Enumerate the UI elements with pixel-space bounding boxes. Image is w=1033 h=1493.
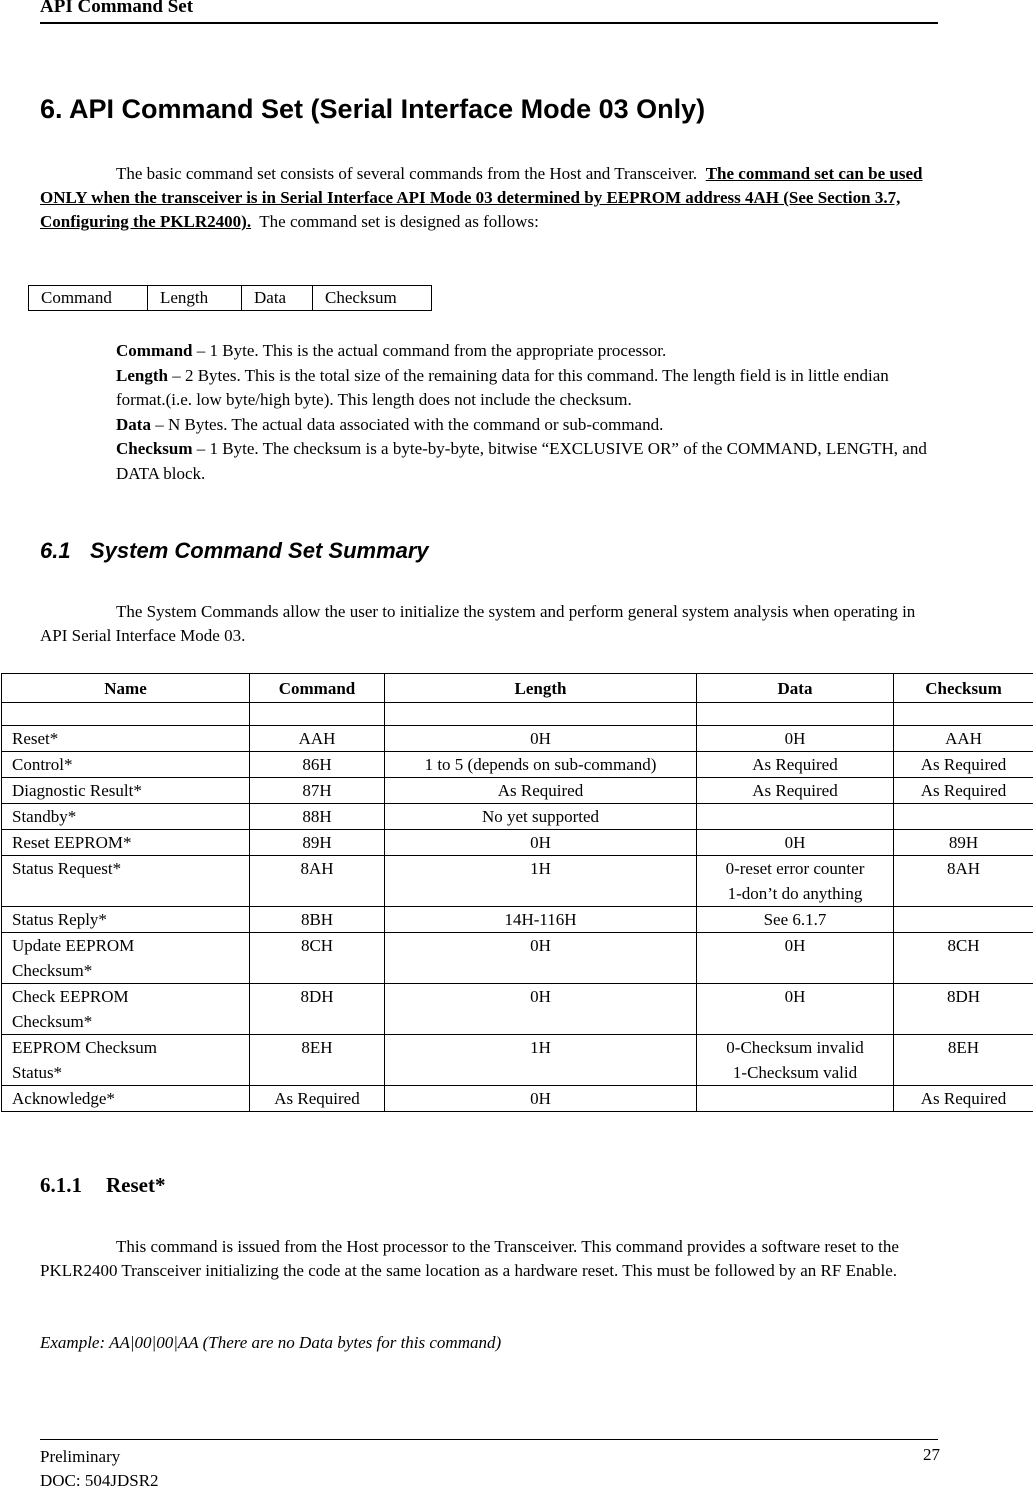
cell-data: 0H [697, 933, 894, 984]
footer-doc-id: DOC: 504JDSR2 [40, 1469, 159, 1493]
cell-data: As Required [697, 778, 894, 804]
cell-data-line-1: 0-Checksum invalid [697, 1035, 893, 1060]
cell-name [2, 933, 250, 984]
cell-command: 8BH [250, 907, 385, 933]
cell-data-line-2: 1-don’t do anything [697, 881, 893, 906]
cell-command: 89H [250, 830, 385, 856]
section-title: System Command Set Summary [90, 538, 429, 563]
format-field-data: Data [242, 286, 313, 311]
system-command-table [1, 673, 1033, 1112]
cell-length: 1 to 5 (depends on sub-command) [385, 752, 697, 778]
cell-checksum [894, 804, 1033, 830]
cell-command: 8AH [250, 856, 385, 907]
table-spacer-row [2, 703, 1033, 726]
table-row [2, 778, 1033, 804]
definition-term: Command [116, 341, 193, 360]
cell-data: 0H [697, 984, 894, 1035]
cell-name-line-1: EEPROM Checksum [12, 1035, 249, 1060]
cell-length: 0H [385, 984, 697, 1035]
section-title: Reset* [106, 1173, 165, 1197]
table-row [2, 752, 1033, 778]
table-row [2, 907, 1033, 933]
definition-text: – 2 Bytes. This is the total size of the remaining data for this command. The length field is in little endian format.(i.e. low byte/high byte). This length does not include the checksum. [116, 366, 889, 410]
footer-left [40, 1445, 159, 1493]
cell-name-line-1: Check EEPROM [12, 984, 249, 1009]
cell-name [2, 1035, 250, 1086]
definition-term: Data [116, 415, 151, 434]
cell-data-line-2: 1-Checksum valid [697, 1060, 893, 1085]
col-header-command: Command [250, 674, 385, 703]
table-row [2, 1035, 1033, 1086]
cell-checksum: As Required [894, 1086, 1033, 1112]
cell-length: No yet supported [385, 804, 697, 830]
cell-name-line-2: Checksum* [12, 958, 249, 983]
format-field-command: Command [29, 286, 148, 311]
definition-text: – 1 Byte. The checksum is a byte-by-byte, bitwise “EXCLUSIVE OR” of the COMMAND, LENGTH, and DATA block. [116, 439, 927, 483]
cell-name: Reset EEPROM* [2, 830, 250, 856]
cell-name: Reset* [2, 726, 250, 752]
footer-status: Preliminary [40, 1445, 159, 1469]
cell-checksum: 89H [894, 830, 1033, 856]
cell-length: 0H [385, 726, 697, 752]
cell-command: 88H [250, 804, 385, 830]
section-number: 6.1 [40, 538, 90, 564]
cell-data [697, 804, 894, 830]
cell-checksum: AAH [894, 726, 1033, 752]
cell-name: Status Request* [2, 856, 250, 907]
cell-command: 8CH [250, 933, 385, 984]
intro-plain: The basic command set consists of several commands from the Host and Transceiver. [116, 164, 697, 183]
table-row [2, 933, 1033, 984]
cell-data [697, 1086, 894, 1112]
cell-checksum [894, 907, 1033, 933]
cell-checksum: 8DH [894, 984, 1033, 1035]
table-row [2, 804, 1033, 830]
definition-text: – 1 Byte. This is the actual command from the appropriate processor. [197, 341, 666, 360]
definition-text: – N Bytes. The actual data associated with the command or sub-command. [155, 415, 663, 434]
command-format-table [28, 285, 432, 311]
format-field-checksum: Checksum [313, 286, 432, 311]
cell-command: AAH [250, 726, 385, 752]
col-header-checksum: Checksum [894, 674, 1033, 703]
col-header-data: Data [697, 674, 894, 703]
cell-data-line-1: 0-reset error counter [697, 856, 893, 881]
cell-name: Status Reply* [2, 907, 250, 933]
cell-data: See 6.1.7 [697, 907, 894, 933]
cell-checksum: 8EH [894, 1035, 1033, 1086]
reset-description: This command is issued from the Host processor to the Transceiver. This command provides a software reset to the PKLR2400 Transceiver initializing the code at the same location as a hardware reset. This must be followed by an RF Enable. [40, 1235, 940, 1283]
cell-data [697, 856, 894, 907]
intro-tail: The command set is designed as follows: [259, 212, 539, 231]
footer-rule [40, 1439, 938, 1440]
running-header: API Command Set [40, 0, 193, 18]
cell-name-line-1: Update EEPROM [12, 933, 249, 958]
section-6-heading: 6. API Command Set (Serial Interface Mode 03 Only) [40, 94, 705, 125]
cell-length: As Required [385, 778, 697, 804]
section-6-1-intro: The System Commands allow the user to initialize the system and perform general system analysis when operating in API Serial Interface Mode 03. [40, 600, 940, 648]
cell-length: 0H [385, 1086, 697, 1112]
cell-checksum: 8AH [894, 856, 1033, 907]
cell-length: 0H [385, 933, 697, 984]
table-row [2, 830, 1033, 856]
cell-command: 8EH [250, 1035, 385, 1086]
cell-length: 1H [385, 856, 697, 907]
cell-name: Acknowledge* [2, 1086, 250, 1112]
table-row [2, 726, 1033, 752]
table-row [2, 856, 1033, 907]
definition-command [116, 339, 936, 364]
cell-command: 8DH [250, 984, 385, 1035]
format-field-length: Length [148, 286, 242, 311]
cell-data: As Required [697, 752, 894, 778]
table-header-row [2, 674, 1033, 703]
definition-length [116, 364, 936, 413]
intro-bold-warning: The command set can be used ONLY when the transceiver is in Serial Interface API Mode 03 determined by EEPROM address 4AH (See Section 3.7, Configuring the PKLR2400). [40, 164, 922, 231]
cell-checksum: As Required [894, 778, 1033, 804]
cell-command: 87H [250, 778, 385, 804]
col-header-length: Length [385, 674, 697, 703]
definition-term: Checksum [116, 439, 193, 458]
table-row [2, 1086, 1033, 1112]
cell-name: Standby* [2, 804, 250, 830]
cell-data [697, 1035, 894, 1086]
field-definitions [116, 339, 936, 486]
cell-checksum: As Required [894, 752, 1033, 778]
page-number: 27 [900, 1445, 940, 1465]
definition-term: Length [116, 366, 168, 385]
cell-name: Control* [2, 752, 250, 778]
reset-example: Example: AA|00|00|AA (There are no Data bytes for this command) [40, 1333, 501, 1353]
cell-data: 0H [697, 726, 894, 752]
cell-length: 0H [385, 830, 697, 856]
cell-data: 0H [697, 830, 894, 856]
cell-name-line-2: Checksum* [12, 1009, 249, 1034]
col-header-name: Name [2, 674, 250, 703]
table-row [2, 984, 1033, 1035]
definition-checksum [116, 437, 936, 486]
cell-checksum: 8CH [894, 933, 1033, 984]
section-6-1-1-heading [40, 1173, 165, 1198]
header-rule [40, 22, 938, 24]
cell-command: 86H [250, 752, 385, 778]
cell-command: As Required [250, 1086, 385, 1112]
section-6-intro [40, 162, 940, 234]
cell-length: 1H [385, 1035, 697, 1086]
section-number: 6.1.1 [40, 1173, 106, 1198]
cell-length: 14H-116H [385, 907, 697, 933]
cell-name-line-2: Status* [12, 1060, 249, 1085]
definition-data [116, 413, 936, 438]
section-6-1-heading [40, 538, 429, 564]
cell-name: Diagnostic Result* [2, 778, 250, 804]
cell-name [2, 984, 250, 1035]
